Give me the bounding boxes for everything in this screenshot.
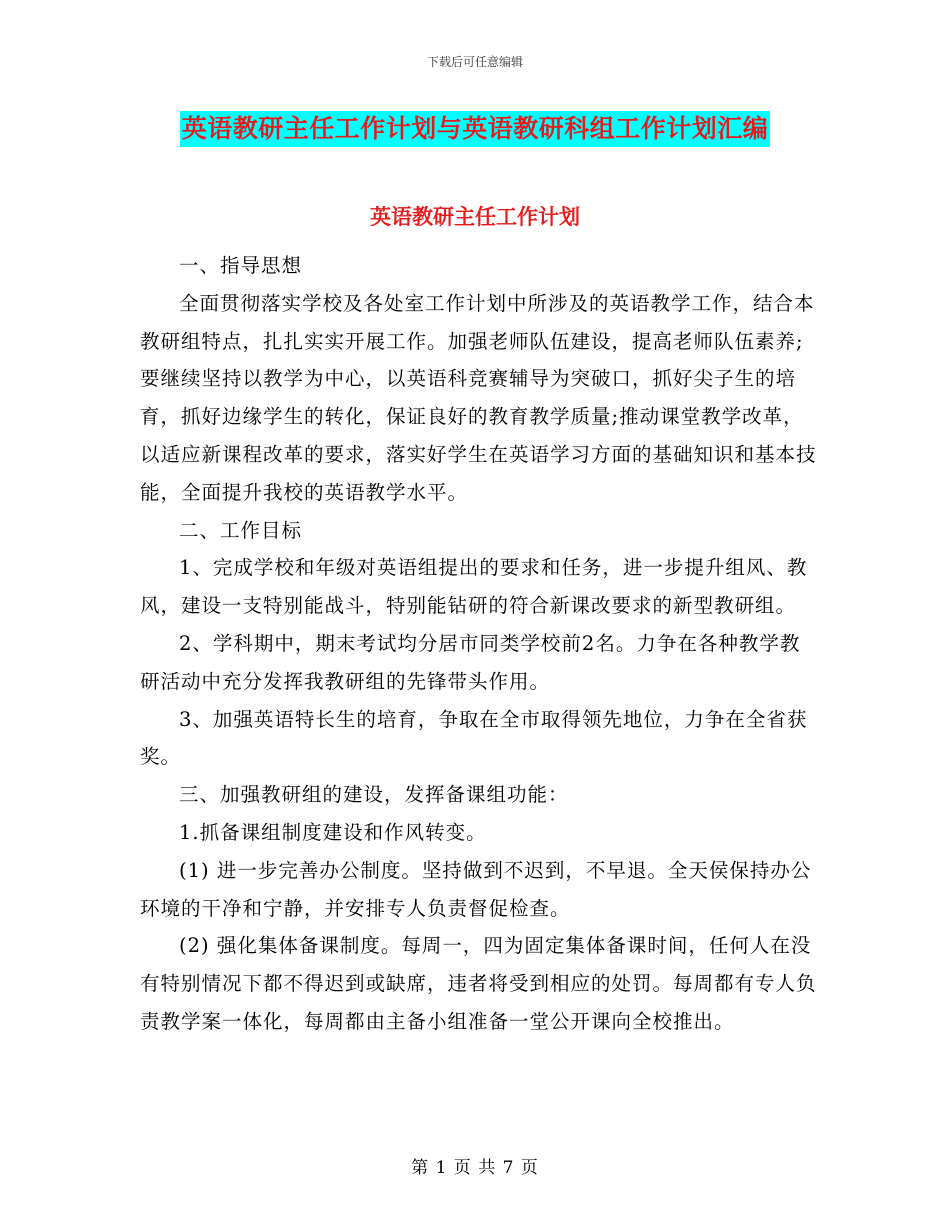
paragraph-goal-2: 2、学科期中，期末考试均分居市同类学校前2名。力争在各种教学教研活动中充分发挥我教研组的先锋带头作用。 (140, 631, 801, 693)
paragraph-goal-1: 1、完成学校和年级对英语组提出的要求和任务，进一步提升组风、教风，建设一支特别能战斗，特别能钻研的符合新课改要求的新型教研组。 (140, 556, 808, 618)
document-title: 英语教研主任工作计划与英语教研科组工作计划汇编 (180, 111, 771, 147)
subheading-system-building: 1.抓备课组制度建设和作风转变。 (179, 820, 487, 844)
document-title-container (0, 111, 950, 147)
paragraph-guiding-ideology: 全面贯彻落实学校及各处室工作计划中所涉及的英语教学工作，结合本教研组特点，扎扎实实开展工作。加强老师队伍建设，提高老师队伍素养;要继续坚持以教学为中心，以英语科竞赛辅导为突破口，抓好尖子生的培育，抓好边缘学生的转化，保证良好的教育教学质量;推动课堂教学改革，以适应新课程改革的要求，落实好学生在英语学习方面的基础知识和基本技能，全面提升我校的英语教学水平。 (140, 291, 817, 504)
page-header-note: 下载后可任意编辑 (426, 55, 523, 69)
heading-guiding-ideology: 一、指导思想 (179, 254, 303, 277)
heading-work-goals: 二、工作目标 (179, 518, 303, 542)
paragraph-item-2: (2) 强化集体备课制度。每周一，四为固定集体备课时间，任何人在没有特别情况下都不得迟到或缺席，违者将受到相应的处罚。每周都有专人负责教学案一体化，每周都由主备小组准备一堂公开课向全校推出。 (140, 934, 817, 1033)
paragraph-goal-3: 3、加强英语特长生的培育，争取在全市取得领先地位，力争在全省获奖。 (140, 707, 808, 769)
heading-group-building: 三、加强教研组的建设，发挥备课组功能： (179, 783, 569, 807)
page-number: 第 1 页 共 7 页 (411, 1158, 539, 1178)
paragraph-item-1: (1) 进一步完善办公制度。坚持做到不迟到，不早退。全天侯保持办公环境的干净和宁静，并安排专人负责督促检查。 (140, 858, 812, 920)
section-title: 英语教研主任工作计划 (370, 205, 580, 229)
document-body (140, 247, 820, 1041)
